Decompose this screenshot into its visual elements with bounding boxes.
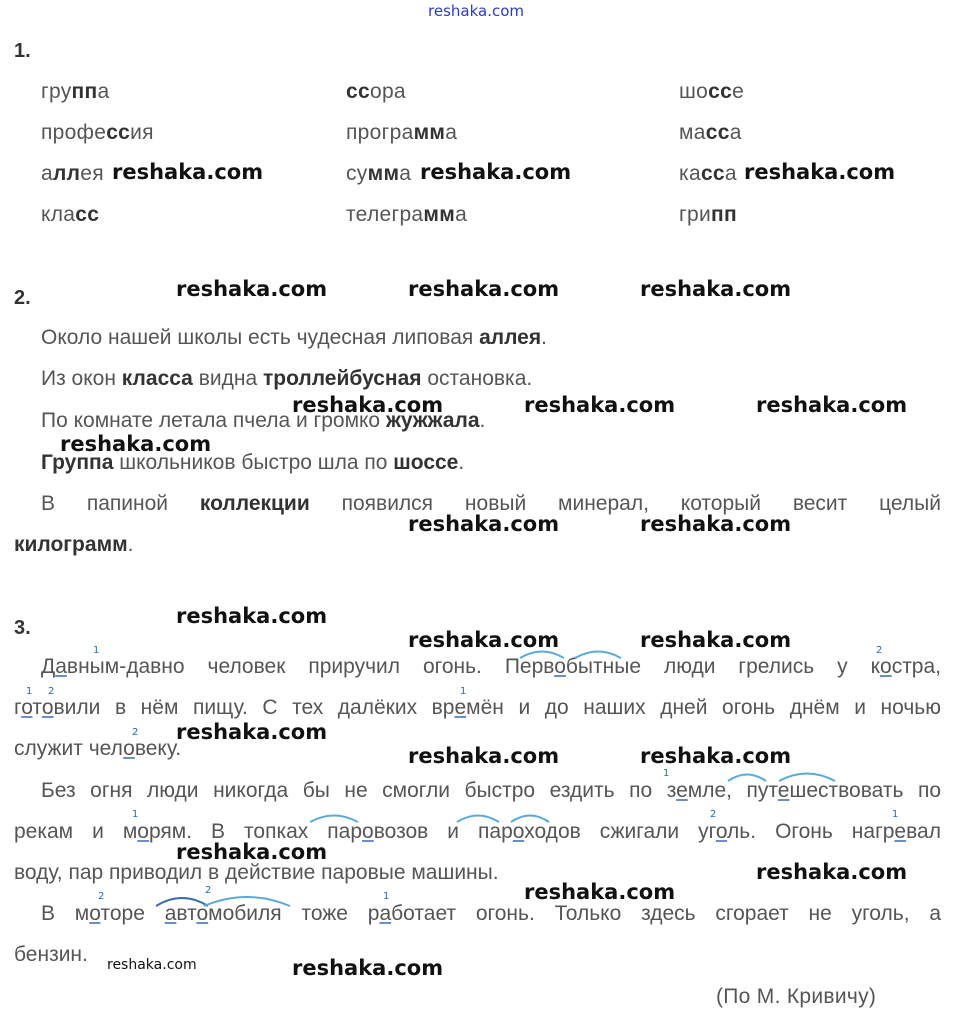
syllable-digit: 2 [132,727,139,738]
p1-line-1: Давным-давно человек приручил огонь. Первобытные люди грелись у костра, [41,655,941,678]
watermark: reshaka.com [420,160,572,184]
watermark: reshaka.com [176,720,328,744]
p2-line-3: воду, пар приводил в действие паровые машины. [14,861,499,884]
section-3-number: 3. [14,617,31,639]
sentence-5-line-2: килограмм. [14,533,134,556]
syllable-digit: 2 [98,891,105,902]
word-massa: масса [679,121,742,144]
watermark-small: reshaka.com [107,957,197,973]
p3-line-1: В моторе автомобиля тоже работает огонь. Только здесь сгорает не уголь, а [41,902,942,925]
watermark: reshaka.com [640,277,792,301]
watermark: reshaka.com [524,393,676,417]
syllable-digit: 2 [205,885,212,896]
syllable-digit: 1 [26,686,33,697]
p1-line-3: служит человеку. [14,737,182,760]
watermark: reshaka.com [112,160,264,184]
sentence-3: По комнате летала пчела и громко жужжала. [41,409,486,432]
syllable-digit: 2 [876,645,883,656]
sentence-2: Из окон класса видна троллейбусная остановка. [41,367,533,390]
watermark: reshaka.com [292,393,444,417]
watermark: reshaka.com [60,432,212,456]
author-attribution: (По М. Кривичу) [716,985,877,1008]
syllable-digit: 1 [93,645,100,656]
p1-line-2: готовили в нём пищу. С тех далёких времён и до наших дней огонь днём и ночью [14,696,941,719]
watermark: reshaka.com [756,860,908,884]
word-ssora: ссора [346,80,406,103]
word-programma: программа [346,121,458,144]
watermark: reshaka.com [756,393,908,417]
section-1-number: 1. [14,40,31,62]
sentence-4: Группа школьников быстро шла по шоссе. [41,451,465,474]
word-gruppa: группа [41,80,110,103]
watermark: reshaka.com [640,744,792,768]
sentence-1: Около нашей школы есть чудесная липовая аллея. [41,326,547,349]
word-shosse: шоссе [679,80,745,103]
watermark: reshaka.com [408,628,560,652]
watermark: reshaka.com [640,512,792,536]
syllable-digit: 1 [892,809,899,820]
watermark: reshaka.com [640,628,792,652]
watermark: reshaka.com [176,604,328,628]
watermark: reshaka.com [408,512,560,536]
syllable-digit: 2 [48,686,55,697]
watermark: reshaka.com [524,880,676,904]
word-summa: сумма [346,162,412,185]
word-kassa: касса [679,162,737,185]
watermark: reshaka.com [744,160,896,184]
watermark: reshaka.com [176,277,328,301]
syllable-digit: 1 [383,891,390,902]
section-2-number: 2. [14,287,31,309]
word-gripp: грипп [679,203,737,226]
watermark: reshaka.com [408,744,560,768]
word-alleya: аллея [41,162,104,185]
syllable-digit: 2 [710,809,717,820]
watermark: reshaka.com [176,840,328,864]
syllable-digit: 1 [460,686,467,697]
word-professiya: профессия [41,121,154,144]
word-klass: класс [41,203,100,226]
p2-line-1: Без огня люди никогда бы не смогли быстро ездить по земле, путешествовать по [41,779,941,802]
syllable-digit: 1 [663,768,670,779]
p2-line-2: рекам и морям. В топках паровозов и пароходов сжигали уголь. Огонь нагревал [14,820,941,843]
sentence-5-line-1: В папиной коллекции появился новый минерал, который весит целый [41,492,941,515]
word-telegramma: телеграмма [346,203,468,226]
site-watermark-top: reshaka.com [428,2,524,20]
watermark: reshaka.com [292,956,444,980]
syllable-digit: 1 [132,809,139,820]
p3-line-2: бензин. [14,943,88,966]
watermark: reshaka.com [408,277,560,301]
